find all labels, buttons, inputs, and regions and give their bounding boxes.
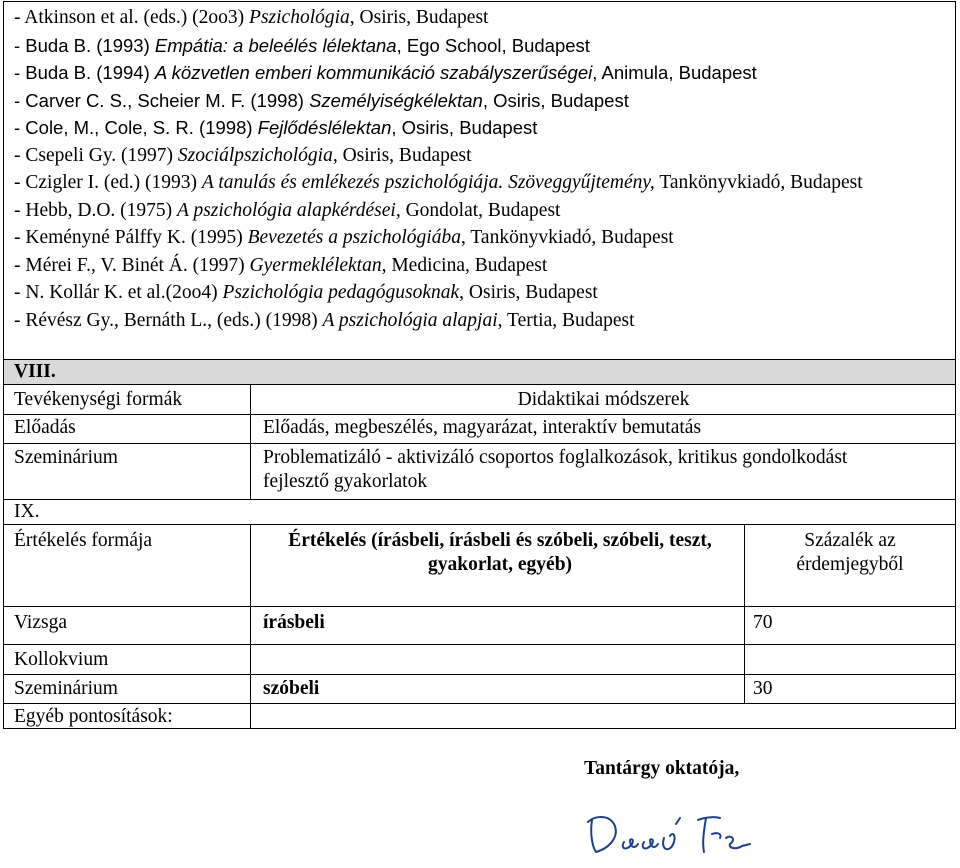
section-ix-heading: IX. — [4, 499, 955, 525]
reference-item: - Cole, M., Cole, S. R. (1998) Fejlődéslélektan, Osiris, Budapest — [14, 117, 538, 138]
evaluation-form-cell: Szeminárium — [14, 678, 118, 699]
evaluation-type-cell: írásbeli — [263, 612, 325, 633]
method-cell: Problematizáló - aktivizáló csoportos foglalkozások, kritikus gondolkodást fejlesztő gyakorlatok — [263, 447, 848, 492]
percentage-header: Százalék az érdemjegyből — [796, 530, 904, 575]
activity-form-cell: Szeminárium — [14, 447, 118, 468]
reference-item: - Carver C. S., Scheier M. F. (1998) Személyiségkélektan, Osiris, Budapest — [14, 89, 629, 111]
percentage-cell: 70 — [753, 612, 773, 633]
reference-item: - Buda B. (1993) Empátia: a beleélés lélektana, Ego School, Budapest — [14, 34, 590, 56]
section-viii-heading: VIII. — [4, 359, 955, 385]
row-divider — [4, 674, 955, 675]
didactic-methods-header: Didaktikai módszerek — [517, 389, 690, 410]
evaluation-header: Értékelés (írásbeli, írásbeli és szóbeli, szóbeli, teszt, gyakorlat, egyéb) — [288, 530, 712, 575]
method-cell: Előadás, megbeszélés, magyarázat, interaktív bemutatás — [263, 417, 702, 438]
signature-icon — [580, 798, 780, 868]
evaluation-form-cell: Egyéb pontosítások: — [14, 706, 173, 727]
column-divider — [744, 525, 745, 704]
activity-forms-header: Tevékenységi formák — [14, 389, 183, 410]
evaluation-type-cell: szóbeli — [263, 678, 320, 699]
evaluation-form-cell: Vizsga — [14, 612, 67, 633]
row-divider — [4, 644, 955, 645]
column-divider — [250, 525, 251, 729]
reference-list — [14, 4, 944, 334]
signature-block — [560, 758, 860, 780]
reference-item: - Keményné Pálffy K. (1995) Bevezetés a pszichológiába, Tankönyvkiadó, Budapest — [14, 227, 674, 248]
row-divider — [4, 606, 955, 607]
evaluation-form-cell: Kollokvium — [14, 649, 109, 670]
reference-item: - Buda B. (1994) A közvetlen emberi kommunikáció szabályszerűségei, Animula, Budapest — [14, 62, 757, 83]
reference-item: - N. Kollár K. et al.(2oo4) Pszichológia pedagógusoknak, Osiris, Budapest — [14, 282, 598, 303]
reference-item: - Révész Gy., Bernáth L., (eds.) (1998) A pszichológia alapjai, Tertia, Budapest — [14, 309, 635, 331]
reference-item: - Atkinson et al. (eds.) (2oo3) Pszichológia, Osiris, Budapest — [14, 7, 489, 28]
evaluation-form-header: Értékelés formája — [14, 530, 153, 551]
row-divider — [4, 443, 955, 444]
row-divider — [4, 703, 955, 704]
reference-item: - Czigler I. (ed.) (1993) A tanulás és emlékezés pszichológiája. Szöveggyűjtemény, Tankönyvkiadó, Budapest — [14, 172, 863, 193]
reference-item: - Hebb, D.O. (1975) A pszichológia alapkérdései, Gondolat, Budapest — [14, 199, 561, 221]
activity-form-cell: Előadás — [14, 417, 76, 438]
percentage-cell: 30 — [753, 678, 773, 699]
row-divider — [4, 414, 955, 415]
reference-item: - Mérei F., V. Binét Á. (1997) Gyermeklélektan, Medicina, Budapest — [14, 254, 548, 276]
instructor-label: Tantárgy oktatója, — [584, 758, 740, 779]
reference-item: - Csepeli Gy. (1997) Szociálpszichológia, Osiris, Budapest — [14, 144, 472, 166]
